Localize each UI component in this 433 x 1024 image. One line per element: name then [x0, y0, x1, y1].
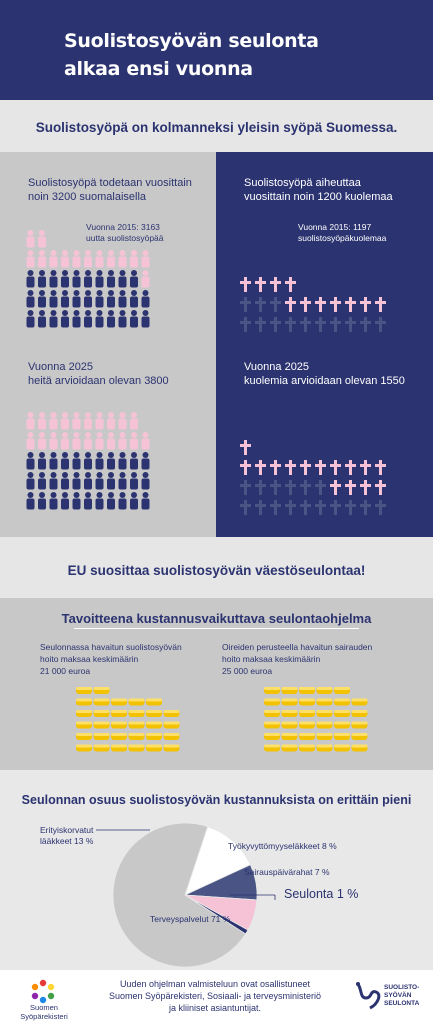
cross-icon: [315, 480, 326, 495]
cross-icon: [315, 317, 326, 332]
coin-icon: [111, 733, 127, 740]
syoparekisteri-logo-icon: [28, 978, 58, 1004]
person-icon: [130, 412, 138, 430]
coin-icon: [299, 687, 315, 694]
person-icon: [27, 432, 35, 450]
person-icon: [38, 432, 46, 450]
person-icon: [142, 290, 150, 308]
cross-icon: [375, 317, 386, 332]
coin-icon: [299, 710, 315, 717]
person-icon: [27, 472, 35, 490]
coin-icon: [76, 687, 92, 694]
pie-label-seulonta: Seulonta 1 %: [284, 887, 359, 901]
person-icon: [61, 432, 69, 450]
cross-icon: [285, 500, 296, 515]
people-icons-2025: [26, 410, 166, 520]
person-icon: [61, 270, 69, 288]
person-icon: [50, 472, 58, 490]
coin-icon: [282, 745, 298, 752]
cross-icon: [270, 480, 281, 495]
footer-text: Uuden ohjelman valmisteluun ovat osallistuneet Suomen Syöpärekisteri, Sosiaali- ja terveysministeriö ja kliiniset asiantuntijat.: [108, 979, 322, 1013]
person-icon: [130, 472, 138, 490]
coin-icon: [352, 733, 368, 740]
seulonta-logo-text: SUOLISTO- SYÖVÄN SEULONTA: [384, 984, 420, 1007]
coin-icon: [76, 745, 92, 752]
person-icon: [142, 310, 150, 328]
coin-icon: [164, 733, 180, 740]
coin-icon: [76, 710, 92, 717]
cross-icon: [360, 500, 371, 515]
coin-icon: [317, 699, 333, 706]
person-icon: [130, 290, 138, 308]
person-icon: [38, 270, 46, 288]
cross-icon: [240, 297, 251, 312]
coin-icon: [317, 745, 333, 752]
cross-icon: [345, 317, 356, 332]
people-icons-2015: [26, 228, 166, 338]
coin-stacks-21000: [76, 685, 186, 755]
coin-icon: [299, 745, 315, 752]
coin-icon: [146, 745, 162, 752]
person-icon: [119, 270, 127, 288]
coin-icon: [334, 687, 350, 694]
person-icon: [38, 250, 46, 268]
cost-title-underline: [74, 628, 359, 629]
cross-icon: [375, 460, 386, 475]
cross-icons-2025: [240, 438, 390, 518]
person-icon: [130, 452, 138, 470]
coin-icon: [299, 722, 315, 729]
incidence-heading: Suolistosyöpä todetaan vuosittain noin 3200 suomalaisella: [28, 177, 192, 203]
person-icon: [130, 432, 138, 450]
person-icon: [84, 250, 92, 268]
cost-left-text: Seulonnassa havaitun suolistosyövän hoito maksaa keskimäärin 21 000 euroa: [40, 642, 182, 676]
cross-icon: [360, 317, 371, 332]
person-icon: [96, 412, 104, 430]
coin-icon: [129, 699, 145, 706]
coin-icon: [352, 699, 368, 706]
page-title-line2: alkaa ensi vuonna: [64, 58, 253, 80]
cross-icon: [255, 460, 266, 475]
coin-icon: [299, 699, 315, 706]
person-icon: [38, 492, 46, 510]
person-icon: [96, 250, 104, 268]
person-icon: [61, 472, 69, 490]
coin-icon: [146, 722, 162, 729]
coin-icon: [352, 710, 368, 717]
coin-icon: [317, 733, 333, 740]
cross-icon: [240, 440, 251, 455]
cross-icon: [270, 277, 281, 292]
coin-icon: [146, 733, 162, 740]
cross-icon: [315, 297, 326, 312]
person-icon: [84, 290, 92, 308]
coin-icon: [334, 699, 350, 706]
cross-icon: [300, 480, 311, 495]
cross-icon: [375, 297, 386, 312]
person-icon: [27, 230, 35, 248]
cross-icon: [240, 317, 251, 332]
coin-icon: [282, 699, 298, 706]
person-icon: [50, 412, 58, 430]
person-icon: [73, 432, 81, 450]
person-icon: [119, 472, 127, 490]
person-icon: [73, 290, 81, 308]
cross-icon: [300, 297, 311, 312]
person-icon: [84, 452, 92, 470]
person-icon: [27, 250, 35, 268]
cross-icon: [285, 460, 296, 475]
coin-icon: [334, 722, 350, 729]
cross-icon: [345, 500, 356, 515]
cross-icon: [330, 500, 341, 515]
person-icon: [27, 290, 35, 308]
coin-icon: [146, 699, 162, 706]
coin-icon: [317, 687, 333, 694]
person-icon: [73, 452, 81, 470]
coin-icon: [94, 745, 110, 752]
person-icon: [50, 270, 58, 288]
coin-icon: [264, 710, 280, 717]
coin-icon: [282, 733, 298, 740]
cross-icon: [375, 480, 386, 495]
cross-icon: [330, 297, 341, 312]
person-icon: [107, 412, 115, 430]
cross-icon: [375, 500, 386, 515]
person-icon: [107, 250, 115, 268]
cost-right-text: Oireiden perusteella havaitun sairauden hoito maksaa keskimäärin 25 000 euroa: [222, 642, 373, 676]
person-icon: [38, 472, 46, 490]
person-icon: [38, 412, 46, 430]
cross-icon: [315, 500, 326, 515]
person-icon: [38, 452, 46, 470]
person-icon: [61, 492, 69, 510]
person-icon: [119, 492, 127, 510]
person-icon: [50, 452, 58, 470]
person-icon: [61, 310, 69, 328]
cross-icon: [345, 460, 356, 475]
cross-icon: [270, 317, 281, 332]
cross-icon: [300, 500, 311, 515]
coin-icon: [76, 733, 92, 740]
coin-icon: [264, 687, 280, 694]
coin-icon: [129, 722, 145, 729]
coin-icon: [164, 710, 180, 717]
coin-icon: [111, 710, 127, 717]
mortality-future: Vuonna 2025 kuolemia arvioidaan olevan 1550: [244, 361, 405, 387]
person-icon: [84, 432, 92, 450]
coin-icon: [94, 687, 110, 694]
person-icon: [84, 270, 92, 288]
person-icon: [73, 270, 81, 288]
person-icon: [96, 290, 104, 308]
person-icon: [130, 270, 138, 288]
cross-icon: [330, 480, 341, 495]
coin-icon: [94, 722, 110, 729]
pie-label-sairauspaiva: Sairauspäivärahat 7 %: [244, 867, 330, 877]
cross-icon: [330, 460, 341, 475]
person-icon: [50, 290, 58, 308]
person-icon: [61, 290, 69, 308]
band-2-text: EU suosittaa suolistosyövän väestöseulontaa!: [67, 563, 366, 578]
person-icon: [27, 492, 35, 510]
cross-icon: [270, 297, 281, 312]
person-icon: [142, 472, 150, 490]
cross-icon: [360, 297, 371, 312]
coin-icon: [264, 733, 280, 740]
person-icon: [96, 310, 104, 328]
person-icon: [130, 250, 138, 268]
person-icon: [38, 230, 46, 248]
person-icon: [142, 270, 150, 288]
coin-icon: [129, 710, 145, 717]
person-icon: [61, 250, 69, 268]
person-icon: [119, 310, 127, 328]
person-icon: [107, 492, 115, 510]
seulonta-logo-icon: [354, 980, 386, 1012]
person-icon: [27, 310, 35, 328]
pie-label-tyokyvyttomyys: Työkyvyttömyyseläkkeet 8 %: [228, 841, 337, 851]
person-icon: [84, 472, 92, 490]
coin-icon: [164, 722, 180, 729]
person-icon: [107, 290, 115, 308]
person-icon: [73, 472, 81, 490]
coin-icon: [164, 745, 180, 752]
person-icon: [50, 492, 58, 510]
cross-icon: [255, 480, 266, 495]
person-icon: [38, 310, 46, 328]
mortality-heading: Suolistosyöpä aiheuttaa vuosittain noin 1200 kuolemaa: [244, 177, 393, 203]
person-icon: [130, 310, 138, 328]
cross-icon: [270, 460, 281, 475]
cross-icon: [285, 297, 296, 312]
cross-icon: [255, 277, 266, 292]
coin-icon: [264, 745, 280, 752]
person-icon: [96, 270, 104, 288]
person-icon: [142, 492, 150, 510]
coin-icon: [352, 722, 368, 729]
person-icon: [107, 472, 115, 490]
mortality-note: Vuonna 2015: 1197 suolistosyöpäkuolemaa: [298, 222, 387, 243]
person-icon: [73, 310, 81, 328]
cross-icon: [255, 317, 266, 332]
person-icon: [84, 412, 92, 430]
person-icon: [119, 412, 127, 430]
person-icon: [107, 310, 115, 328]
cross-icon: [285, 480, 296, 495]
coin-icon: [111, 745, 127, 752]
coin-icon: [94, 710, 110, 717]
person-icon: [142, 250, 150, 268]
coin-icon: [129, 733, 145, 740]
person-icon: [27, 452, 35, 470]
person-icon: [119, 250, 127, 268]
person-icon: [27, 270, 35, 288]
cross-icon: [345, 297, 356, 312]
person-icon: [119, 432, 127, 450]
cross-icon: [300, 460, 311, 475]
coin-icon: [334, 733, 350, 740]
cross-icon: [255, 500, 266, 515]
coin-icon: [317, 722, 333, 729]
coin-icon: [94, 699, 110, 706]
person-icon: [61, 452, 69, 470]
cross-icon: [240, 277, 251, 292]
person-icon: [84, 492, 92, 510]
cost-title: Tavoitteena kustannusvaikuttava seulontaohjelma: [61, 611, 372, 626]
page-title-line1: Suolistosyövän seulonta: [64, 30, 319, 52]
person-icon: [73, 412, 81, 430]
person-icon: [96, 492, 104, 510]
person-icon: [84, 310, 92, 328]
person-icon: [107, 270, 115, 288]
cross-icons-2015: [240, 275, 390, 335]
person-icon: [130, 492, 138, 510]
coin-icon: [76, 699, 92, 706]
coin-icon: [282, 722, 298, 729]
person-icon: [61, 412, 69, 430]
cross-icon: [240, 460, 251, 475]
coin-icon: [282, 687, 298, 694]
cross-icon: [315, 460, 326, 475]
coin-icon: [264, 722, 280, 729]
cross-icon: [285, 277, 296, 292]
cross-icon: [270, 500, 281, 515]
coin-icon: [264, 699, 280, 706]
band-1-text: Suolistosyöpä on kolmanneksi yleisin syöpä Suomessa.: [35, 120, 398, 135]
person-icon: [73, 492, 81, 510]
cross-icon: [285, 317, 296, 332]
coin-icon: [299, 733, 315, 740]
cross-icon: [360, 460, 371, 475]
coin-icon: [282, 710, 298, 717]
person-icon: [96, 472, 104, 490]
incidence-note: Vuonna 2015: 3163 uutta suolistosyöpää: [86, 222, 164, 243]
coin-icon: [111, 699, 127, 706]
person-icon: [50, 310, 58, 328]
coin-icon: [76, 722, 92, 729]
cross-icon: [240, 480, 251, 495]
person-icon: [96, 452, 104, 470]
coin-icon: [334, 710, 350, 717]
coin-icon: [111, 722, 127, 729]
coin-icon: [317, 710, 333, 717]
coin-icon: [94, 733, 110, 740]
person-icon: [142, 432, 150, 450]
person-icon: [27, 412, 35, 430]
person-icon: [73, 250, 81, 268]
cross-icon: [360, 480, 371, 495]
pie-label-erityis: Erityiskorvatut lääkkeet 13 %: [40, 825, 94, 846]
pie-title: Seulonnan osuus suolistosyövän kustannuksista on erittäin pieni: [21, 793, 412, 807]
coin-icon: [334, 745, 350, 752]
cross-icon: [345, 480, 356, 495]
person-icon: [119, 452, 127, 470]
person-icon: [50, 250, 58, 268]
coin-icon: [146, 710, 162, 717]
person-icon: [50, 432, 58, 450]
person-icon: [96, 432, 104, 450]
person-icon: [142, 452, 150, 470]
coin-icon: [352, 745, 368, 752]
syoparekisteri-logo-text: Suomen Syöpärekisteri: [20, 1003, 68, 1021]
cross-icon: [240, 500, 251, 515]
incidence-future: Vuonna 2025 heitä arvioidaan olevan 3800: [28, 361, 169, 387]
coin-stacks-25000: [264, 685, 374, 755]
pie-label-terveys: Terveyspalvelut 71 %: [150, 914, 231, 924]
coin-icon: [129, 745, 145, 752]
person-icon: [107, 432, 115, 450]
person-icon: [38, 290, 46, 308]
cross-icon: [300, 317, 311, 332]
person-icon: [107, 452, 115, 470]
cross-icon: [255, 297, 266, 312]
cross-icon: [330, 317, 341, 332]
person-icon: [119, 290, 127, 308]
